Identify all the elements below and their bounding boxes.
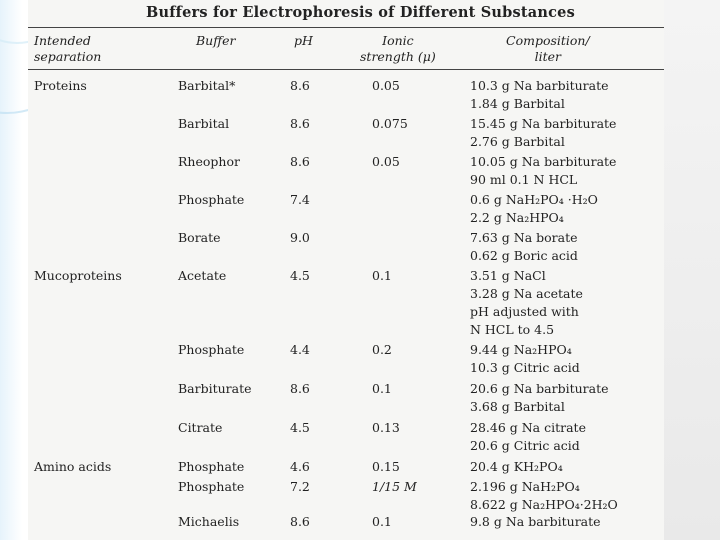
cell-ph: 7.2	[290, 479, 310, 494]
cell-composition: 15.45 g Na barbiturate 2.76 g Barbital	[470, 116, 617, 149]
cell-composition: 3.51 g NaCl 3.28 g Na acetate pH adjusted with N HCL to 4.5	[470, 268, 583, 337]
cell-composition: 20.4 g KH₂PO₄	[470, 459, 563, 474]
cell-ionic: 0.1	[372, 514, 392, 529]
cell-buffer: Acetate	[178, 268, 227, 283]
cell-buffer: Phosphate	[178, 342, 245, 357]
header-composition: Composition/ liter	[506, 33, 590, 64]
cell-composition: 7.63 g Na borate 0.62 g Boric acid	[470, 230, 578, 263]
cell-ph: 8.6	[290, 78, 310, 93]
cell-buffer: Rheophor	[178, 154, 240, 169]
cell-composition: 20.6 g Na barbiturate 3.68 g Barbital	[470, 381, 609, 414]
cell-buffer: Barbiturate	[178, 381, 252, 396]
cell-ph: 7.4	[290, 192, 310, 207]
cell-buffer: Phosphate	[178, 479, 245, 494]
cell-ph: 9.0	[290, 230, 310, 245]
cell-ph: 8.6	[290, 381, 310, 396]
slide-right-panel	[658, 0, 720, 540]
cell-composition: 10.3 g Na barbiturate 1.84 g Barbital	[470, 78, 609, 111]
header-ph: pH	[294, 33, 313, 48]
cell-ph: 8.6	[290, 514, 310, 529]
cell-composition: 9.8 g Na barbiturate	[470, 514, 601, 529]
cell-ionic: 0.1	[372, 268, 392, 283]
cell-separation: Proteins	[34, 78, 87, 93]
cell-ph: 8.6	[290, 116, 310, 131]
cell-separation: Mucoproteins	[34, 268, 122, 283]
cell-ph: 4.6	[290, 459, 310, 474]
cell-ionic: 0.15	[372, 459, 400, 474]
cell-buffer: Phosphate	[178, 192, 245, 207]
cell-ionic: 0.05	[372, 154, 400, 169]
cell-ionic: 0.13	[372, 420, 400, 435]
cell-composition: 0.6 g NaH₂PO₄ ·H₂O 2.2 g Na₂HPO₄	[470, 192, 598, 225]
header-rule-bottom	[28, 69, 664, 70]
cell-buffer: Citrate	[178, 420, 223, 435]
cell-buffer: Barbital*	[178, 78, 236, 93]
cell-ionic: 1/15 M	[372, 479, 417, 494]
cell-composition: 28.46 g Na citrate 20.6 g Citric acid	[470, 420, 586, 453]
cell-buffer: Barbital	[178, 116, 230, 131]
cell-ionic: 0.05	[372, 78, 400, 93]
header-rule-top	[28, 27, 664, 28]
cell-buffer: Michaelis	[178, 514, 240, 529]
cell-composition: 10.05 g Na barbiturate 90 ml 0.1 N HCL	[470, 154, 617, 187]
cell-ionic: 0.1	[372, 381, 392, 396]
scanned-table-image	[28, 0, 664, 540]
cell-ph: 4.5	[290, 268, 310, 283]
cell-buffer: Phosphate	[178, 459, 245, 474]
header-buffer: Buffer	[196, 33, 236, 48]
header-ionic-strength: Ionic strength (μ)	[360, 33, 436, 64]
cell-composition: 9.44 g Na₂HPO₄ 10.3 g Citric acid	[470, 342, 580, 375]
cell-ph: 8.6	[290, 154, 310, 169]
cell-ph: 4.5	[290, 420, 310, 435]
cell-ionic: 0.075	[372, 116, 408, 131]
table-title: Buffers for Electrophoresis of Different Substances	[146, 4, 575, 21]
cell-composition: 2.196 g NaH₂PO₄ 8.622 g Na₂HPO₄·2H₂O	[470, 479, 618, 512]
cell-buffer: Borate	[178, 230, 221, 245]
cell-ph: 4.4	[290, 342, 310, 357]
cell-ionic: 0.2	[372, 342, 392, 357]
cell-separation: Amino acids	[34, 459, 112, 474]
header-separation: Intended separation	[34, 33, 102, 64]
